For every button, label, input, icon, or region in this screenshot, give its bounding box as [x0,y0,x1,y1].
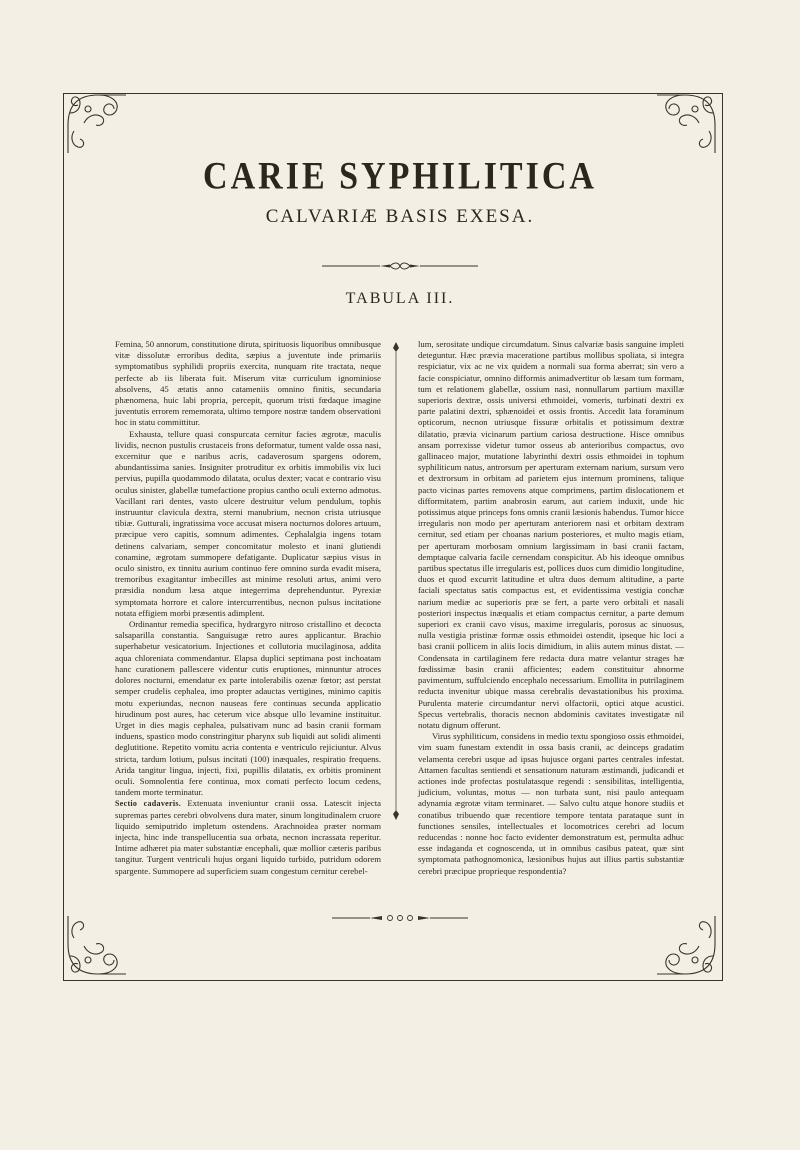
rule-ornament-icon [0,910,800,928]
paragraph: Ordinantur remedia specifica, hydrargyro nitroso cristallino et decocta salsaparilla constantia. Sanguisugæ retro aures applicantur. Brachio superhabetur vesicatorium. Injectiones et collutoria mucilaginosa, addita aqua chloreniata commendantur. Elapsa duplici septimana post inchoatam hanc curationem pallescere videntur cutis eruptiones, minnuntur atroces dolores nocturni, emendatur ex parte intolerabilis ozenæ fœtor; ast perstat semper crudelis cephalea, imo propter adauctas vertigines, minimo capitis motu experiundas, necnon nauseas fere continuas secunda applicatio hirudinum post aures, hac ceterum vice absque ullo levamine instituitur. Urget in dies magis cephalea, pulsativam nunc ad basin cranii formam induens, spastico modo constringitur pharynx sub liquidi aut solidi alimenti deglutitione. Repetito vomitu acria contenta e ventriculo rejiciuntur. Alvus stricta, tardum lotium, pulsus incitati (100) inæquales, respiratio frequens. Arida tangitur lingua, injecti, fixi, pupillis dilatatis, ex orbitis prominent oculi. Somnolentia fere continua, mox comati perfecto locum cedens, tandem morte terminatur. [115,619,381,798]
page-subtitle: CALVARIÆ BASIS EXESA. [265,206,535,227]
plate-number: TABULA III. [345,290,455,307]
paragraph: Exhausta, tellure quasi conspurcata cernitur facies ægrotæ, maculis lividis, necnon pustulis crustaceis frons deformatur, tument valde ossa nasi, excernitur que e naribus acris, cadaverosum spargens odorem, abundantissima sanies. Insigniter protruditur ex orbitis immobilis vix luci pervius, pupilla quodammodo dilatata, oculus dexter; vacat e contrario visu oculus sinister, glabellæ tumefactione propius cantho oculi externo admotus. Vacillant rari dentes, vasto ulcere destruitur velum pendulum, tophis instruuntur clavicula dextra, sterni manubrium, necnon crista utriusque tibiæ. Gutturali, ingratissima voce accusat misera nocturnos dolores artuum, præcipue vero capitis, somnum adimentes. Cephalalgia ingens totam detinens calvariam, semper concomitatur molesto et inani glutiendi conamine, ægrotam summopere defatigante. Duplicatur sæpius visus in oculo sinistro, ex tinnitu aurium continuo fere omnino surda evadit misera, tremoribus exagitantur imbecilles ast minime resoluti artus, animi vero præsidia nondum læsa atque integerrima deprehenduntur. Pyrexiæ symptomata horrore et calore intercurrentibus, necnon pulsus incitatione notata effigiem morbi præsentis adimplent. [115,428,382,618]
paragraph: lum, serositate undique circumdatum. Sinus calvariæ basis sanguine impleti deteguntur. Hæc prævia maceratione partibus mollibus spoliata, si integra respiciatur, vix ac ne vix quidem a normali sua forma aberrat; sin vero a facie conspiciatur, omnino difformis animadvertitur ob læsam tum formam, tum et relationem glabellæ, ossium nasi, nonnullarum partium maxillæ superioris dextræ, ossis universi ethmoidei, vomeris, turbinati dextri ex parte palatini dextri, sphænoidei et ossis frontis. Accedit lata foraminum opticorum, necnon utriusque fissuræ orbitalis et potissimum dextræ dilatatio, prævia vicinarum partium cariosa destructione. Hisce omnibus ansam porrexisse videtur tumor osseus ab anterioribus compactus, ovo gallinaceo major, mutatione labyrinthi dextri ossis ethmoidei in tophum syphiliticum natus, antrorsum per aperturam externam narium, sursum vero et dextrorsum in orbitam ad parietem ejus internum prominens, talique pacto vicinas partes removens atque comprimens, partim dislocationem et difformitatem, partim anabrosin earum, aut cariem induxit, unde hic potissimus atque princeps fons omnis cranii læsionis habendus. Tumor hicce irregularis non modo per aperturam anteriorem nasi et orbitam dextram cernitur, sed etiam per choanas narium posteriores, et multo magis etiam, per aperturam morbosam omnium largissimam in basi cranii factam, demptaque calvaria facile cernendam conspicitur. Ab his ideoque omnibus partibus spectatus ille irregularis est, pollices duos cum dimidio longitudine, duos et quod excurrit latitudine et ultra duos demum altitudine, a parte faciali spectatus satis compactus est, et evidentissima vestigia conchæ narium mediæ ac superioris præ se fert, a parte vero orbitali et nasali posteriori inspectus inæqualis et etiam compactus cernitur, a parte demum superiori ex cranii cavo visus, maxime irregularis, porosus ac sinuosus, nulla vestigia pristinæ formæ ossis ethmoidei ostendit, ipseque hic loci a basi cranii pollicem in aliis locis dimidium, in aliis autem minus distat. — Condensata in cartilaginem fere redacta dura matre velantur strages hæ fœdissimæ basin cranii afficientes; eadem constituitur abnorme pavimentum, suffulciendo encephalo necessarium. Emollita in putrilaginem reducta invenitur ubique massa cerebralis devastationibus his proxima. Purulenta materie circumdantur nervi olfactorii, optici atque acustici. Specus vertebralis, thoracis necnon abdominis cavitates investigatæ nil notatu dignum offerunt. [418,339,684,730]
text-column-right [418,339,684,877]
column-divider-icon [392,342,400,820]
sectio-text: Extenuata inveniuntur cranii ossa. Latescit injecta supremas partes cerebri obvolvens dura mater, sinum longitudinalem cruore liquido semiputrido impletum ostendens. Arachnoidea præter normam injecta, hinc inde transpellucentia sua orbata, necnon incrassata reperitur. Intime adhæret pia mater substantiæ encephali, quæ mollior cæteris paribus tangitur. Turgent ventriculi hujus organi liquido turbido, putridum odorem spargente. Summopere ad superficiem suam congestum cernitur cerebel- [115,798,382,876]
paragraph: Femina, 50 annorum, constitutione diruta, spirituosis liquoribus omnibusque vitæ dissolutæ erroribus dedita, sæpius a juventute inde primariis symptomatibus syphilidi propriis exercita, nunquam rite tractata, neque perfecte ab iis liberata fuit. Miserum vitæ curriculum ignominiose absolvens, 45 ætatis anno catameniis omnino finitis, secundaria phænomena, huic labi propria, percepit, quorum tristi fœdaque imagine juventutis errorem rememorata, ultimo tempore nostræ tandem observationi hoc in statu committitur. [115,339,381,428]
sectio-paragraph [115,798,381,876]
corner-flourish-icon [58,85,128,155]
paragraph: Virus syphiliticum, considens in medio textu spongioso ossis ethmoidei, vim suam funestam extendit in ossa basis cranii, ac deinceps gradatim velamenta cerebri usque ad ipsas hujusce organi partes centrales infestat. Attamen facultas sentiendi et sensationum naturam æstimandi, judicandi et actiones inde profectas postulatasque regendi : sensibilitas, intelligentia, judicium, voluntas, motus — non turbata sunt, nisi paulo antequam adynamia ægrotæ vitam terminaret. — Salvo cultu atque honore studiis et conatibus tribuendo quæ recentiore tempore tentata parataque sunt in functiones sensiles, intellectuales et locomotrices cerebri ad locum reducendas : nonne hoc facto evidenter demonstratum est, permulta adhuc esse indaganda et cognoscenda, ut in omnibus casibus pateat, quæ sint symptomata pathognomonica, læsionibus hujus aut illius partis substantiæ cerebri præcipue proprieque respondentia? [418,731,684,876]
text-column-left [115,339,381,877]
rule-ornament-icon [0,258,800,276]
sectio-heading: Sectio cadaveris. [115,799,182,809]
page-title: CARIE SYPHILITICA [203,155,597,198]
corner-flourish-icon [655,85,725,155]
